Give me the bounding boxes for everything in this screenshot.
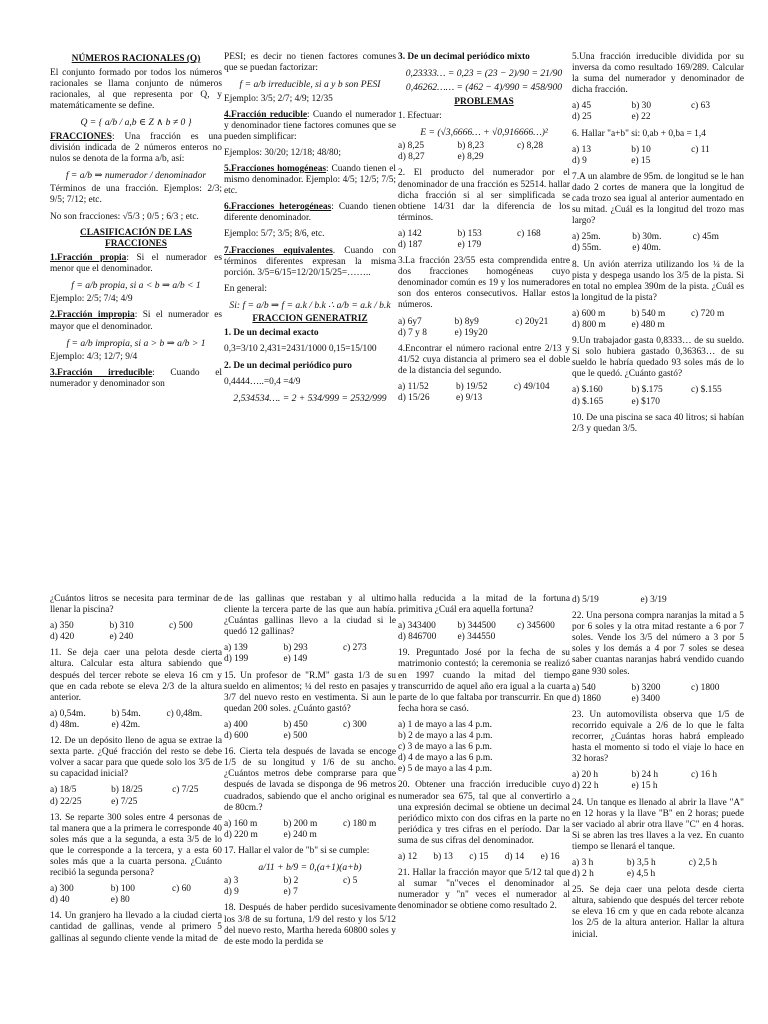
- heterogeneas-heading: 6.Fracciones heterogéneas: [224, 202, 332, 213]
- option: a) 18/5: [50, 785, 77, 796]
- option: d) 22 h: [572, 781, 599, 792]
- option: b) 100: [110, 884, 135, 895]
- option: a) 139: [224, 643, 248, 654]
- heterogeneas-paragraph: [224, 202, 396, 224]
- option: a) 300: [50, 884, 74, 895]
- reducible-paragraph: [224, 110, 396, 143]
- top-column-2: [224, 52, 396, 407]
- bottom-column-1: [50, 594, 222, 950]
- problem-11-text: 11. Se deja caer una pelota desde cierta altura. Calcular esta altura sabiendo que después del tercer rebote se eleva 16 cm y que en cada rebote se eleva 2/3 de la altura anterior.: [50, 648, 222, 703]
- option: a) 11/52: [398, 382, 429, 392]
- option: e) 80: [110, 895, 130, 906]
- problem-6-text: 6. Hallar "a+b" si: 0,ab + 0,ba = 1,4: [572, 128, 706, 139]
- option: a) 1 de mayo a las 4 p.m.: [398, 719, 492, 730]
- option: e) 19y20: [454, 327, 488, 338]
- option: b) 10: [631, 144, 651, 155]
- option: a) 400: [224, 719, 248, 730]
- problem-17-text: 17. Hallar el valor de "b" si se cumple:: [224, 845, 370, 856]
- top-column-3: [398, 52, 570, 409]
- propia-example: Ejemplo: 2/5; 7/4; 4/9: [50, 294, 133, 305]
- problem-5-options: [572, 101, 744, 123]
- option: a) 3 h: [572, 857, 594, 868]
- top-column-4: [572, 52, 744, 440]
- general-label: En general:: [224, 283, 267, 294]
- puro-formula: 2,534534…. = 2 + 534/999 = 2532/999: [233, 392, 387, 404]
- problem-9-text: 9.Un trabajador gasta 0,8333… de su sueldo. Si solo hubiera gastado 0,36363… de su sueldo le habría quedado 93 soles más de lo que le quedó. ¿Cuánto gastó?: [572, 336, 744, 380]
- problem-10-options: [50, 621, 222, 643]
- problem-18-continued: halla reducida a la mitad de la fortuna primitiva ¿Cuál era aquella fortuna?: [398, 594, 570, 616]
- option: c) 7/25: [172, 785, 199, 796]
- option: d) 9: [224, 887, 239, 898]
- problem-22-options: [572, 683, 744, 705]
- option: c) 60: [171, 884, 191, 895]
- problem-11-options: [50, 709, 222, 731]
- option: b) 310: [109, 621, 134, 632]
- option: b) 18/25: [111, 785, 143, 796]
- problem-17-options: [224, 876, 396, 898]
- option: e) 179: [457, 239, 482, 250]
- option: c) 345600: [517, 621, 555, 632]
- impropia-text: : Si el numerador es mayor que el denominador.: [50, 310, 223, 332]
- problem-18-options: [398, 621, 570, 643]
- option: e) 500: [283, 731, 308, 742]
- problem-10-text: 10. De una piscina se saca 40 litros; si habían 2/3 y quedan 3/5.: [572, 412, 744, 434]
- option: a) 3: [224, 876, 239, 887]
- problem-5-text: 5.Una fracción irreducible dividida por su inversa da como resultado 169/289. Calcular la suma del numerador y denominador de dicha fracción.: [572, 52, 744, 96]
- option: e) 15: [631, 155, 651, 166]
- bottom-half: [0, 594, 768, 1024]
- option: d) 40: [50, 895, 70, 906]
- option: b) 8,23: [457, 141, 485, 152]
- option: b) 3200: [631, 682, 661, 693]
- option: c) 500: [169, 621, 193, 632]
- irreducible-text: : Cuando el numerador y denominador son: [50, 368, 222, 390]
- exacto-heading: 1. De un decimal exacto: [224, 328, 319, 339]
- option: a) 540: [572, 682, 596, 693]
- problem-19-options: [398, 720, 570, 775]
- option: c) 63: [691, 101, 711, 112]
- pesi-text: PESI; es decir no tienen factores comunes que se puedan factorizar:: [224, 52, 396, 74]
- mixto-formula-2: 0,46262…… = (462 − 4)/990 = 458/900: [405, 82, 563, 94]
- option: b) 30: [631, 101, 652, 112]
- problem-1-options: [398, 141, 570, 163]
- problem-16-text: 16. Cierta tela después de lavada se encoge 1/5 de su longitud y 1/6 de su ancho. ¿Cuántos metros debe comprarse para que después de lavada se disponga de 96 metros cuadrados, sabiendo que el ancho original es de 80cm.?: [224, 747, 396, 813]
- option: b) 2 de mayo a las 4 p.m.: [398, 731, 493, 742]
- problem-13-options: [50, 884, 222, 906]
- option: d) 25: [572, 112, 592, 123]
- option: d) 187: [398, 239, 423, 250]
- option: d) 8,27: [398, 152, 425, 163]
- option: b) 19/52: [455, 382, 488, 392]
- option: d) 846700: [398, 632, 437, 643]
- option: d) 55m.: [572, 243, 602, 254]
- option: d) 600: [224, 731, 249, 742]
- option: d) 9: [572, 155, 587, 166]
- option: c) 300: [343, 719, 367, 730]
- problem-4-text: 4.Encontrar el número racional entre 2/13 y 41/52 cuya distancia al primero sea el doble de la distancia del segundo.: [398, 343, 570, 376]
- fracciones-text: : Una fracción es una división indicada de 2 números enteros no nulos se denota de la forma a/b, así:: [50, 131, 222, 164]
- propia-text: : Si el numerador es menor que el denominador.: [50, 252, 222, 274]
- irreducible-heading: 3.Fracción irreducible: [50, 368, 153, 379]
- option: d) 15/26: [398, 393, 430, 404]
- option: d) 7 y 8: [398, 327, 427, 338]
- mixto-heading: 3. De un decimal periódico mixto: [398, 52, 530, 62]
- reducible-heading: 4.Fracción reducible: [224, 109, 308, 120]
- problem-23-options: [572, 770, 744, 792]
- problem-3-options: [398, 317, 570, 339]
- generatriz-heading: FRACCION GENERATRIZ: [252, 314, 368, 325]
- option: c) $.155: [691, 385, 722, 396]
- problem-16-options: [224, 819, 396, 841]
- problem-23-text: 23. Un automovilista observa que 1/5 de recorrido equivale a 2/6 de lo que le falta recorrer, ¿Cuántas horas habrá empleado hasta el momento si todo el viaje lo hace en 32 horas?: [572, 709, 744, 765]
- problem-22-text: 22. Una persona compra naranjas la mitad a 5 por 6 soles y la otra mitad restante a 6 por 7 soles. Vende los 3/5 del número a 3 por 5 soles y los demás a 4 por 7 soles se desea saber cuantas naranjas habrá vendido cuando gane 930 soles.: [572, 611, 744, 677]
- option: b) 2: [283, 876, 299, 887]
- option: e) 22: [631, 112, 651, 123]
- mixto-formula-1: 0,23333… = 0,23 = (23 − 2)/90 = 21/90: [405, 68, 563, 80]
- pesi-formula: f = a/b irreducible, si a y b son PESI: [239, 79, 381, 91]
- option: c) 15: [469, 851, 489, 862]
- reducible-example: Ejemplos: 30/20; 12/18; 48/80;: [224, 147, 341, 158]
- option: d) 48m.: [50, 719, 80, 730]
- top-column-1: [50, 52, 222, 395]
- option: a) 12: [398, 851, 418, 862]
- option: a) 20 h: [572, 770, 599, 781]
- problem-3-text: 3.La fracción 23/55 esta comprendida entre dos fracciones homogéneas cuyo denominador común es 19 y los numeradores son dos enteros consecutivos. Hallar estos números.: [398, 256, 570, 311]
- option: b) 54m.: [111, 708, 141, 719]
- bottom-column-4: [572, 594, 744, 946]
- option: d) 4 de mayo a las 6 p.m.: [398, 753, 493, 764]
- option: e) 240 m: [283, 829, 317, 840]
- clasificacion-heading: CLASIFICACIÓN DE LAS FRACCIONES: [79, 227, 192, 249]
- impropia-heading: 2.Fracción impropia: [50, 310, 135, 321]
- section-title-racionales: NÚMEROS RACIONALES (Q): [71, 54, 201, 64]
- general-formula: Si: f = a/b ⇒ f = a.k / b.k ∴ a/b = a.k / b.k: [229, 299, 391, 311]
- option: d) 22/25: [50, 796, 82, 807]
- option: e) 7/25: [111, 796, 138, 807]
- bottom-column-2: [224, 594, 396, 953]
- option: a) 343400: [398, 621, 436, 632]
- option: a) 600 m: [572, 308, 606, 319]
- option: a) 13: [572, 144, 592, 155]
- option: e) 16: [540, 851, 560, 862]
- option: a) $.160: [572, 385, 603, 396]
- option: b) 30m.: [632, 232, 662, 243]
- problem-6-options: [572, 145, 744, 167]
- problem-8-options: [572, 309, 744, 331]
- option: a) 45: [572, 101, 592, 112]
- equivalentes-text: . Cuando con términos diferentes expresan la misma porción. 3/5=6/15=12/20/15/25=……..: [224, 245, 396, 278]
- problem-7-text: 7.A un alambre de 95m. de longitud se le han dado 2 cortes de manera que la longitud de cada trozo sea igual al anterior aumentado en su mitad. ¿Cuál es la longitud del trozo mas largo?: [572, 171, 744, 227]
- option: c) 180 m: [343, 818, 377, 829]
- irreducible-paragraph: [50, 368, 222, 390]
- problem-7-options: [572, 232, 744, 254]
- option: a) 0,54m.: [50, 708, 86, 719]
- option: e) 480 m: [631, 319, 665, 330]
- fracciones-paragraph: [50, 132, 222, 165]
- option: c) 8,28: [517, 141, 544, 152]
- option: d) 199: [224, 654, 249, 665]
- problem-20-options: [398, 852, 570, 863]
- option: d) 800 m: [572, 319, 606, 330]
- option: d) 220 m: [224, 829, 258, 840]
- problem-2-options: [398, 229, 570, 251]
- option: e) 4,5 h: [626, 869, 656, 880]
- option: e) $170: [631, 396, 660, 407]
- problem-4-options: [398, 382, 570, 404]
- option: c) 0,48m.: [166, 708, 203, 719]
- equivalentes-paragraph: [224, 246, 396, 279]
- option: c) 16 h: [691, 770, 718, 781]
- problem-21-options: [572, 595, 744, 606]
- impropia-paragraph: [50, 310, 222, 332]
- option: b) 344500: [457, 621, 496, 632]
- option: a) 25m.: [572, 232, 601, 243]
- option: c) 49/104: [513, 382, 550, 392]
- option: a) 142: [398, 228, 422, 239]
- homogeneas-heading: 5.Fracciones homogéneas: [224, 163, 327, 174]
- option: c) 20y21: [515, 316, 549, 327]
- option: e) 42m.: [111, 719, 141, 730]
- fracciones-heading: FRACCIONES: [50, 131, 112, 142]
- problem-17-formula: a/11 + b/9 = 0,(a+1)(a+b): [258, 861, 362, 873]
- problem-12-text: 12. De un depósito lleno de agua se extrae la sexta parte. ¿Qué fracción del resto se debe volver a sacar para que quede solo los 3/5 de su capacidad inicial?: [50, 736, 222, 780]
- problem-21-text: 21. Hallar la fracción mayor que 5/12 tal que al sumar "n"veces el denominador al numerador y "n" veces el numerador al denominador se obtiene como resultado 2.: [398, 868, 570, 912]
- option: e) 9/13: [455, 393, 483, 404]
- problem-14-text: 14. Un granjero ha llevado a la ciudad cierta cantidad de gallinas, vende al primero 5 gallinas al segundo cliente vende la mitad de: [50, 911, 222, 944]
- option: b) 450: [283, 719, 308, 730]
- exacto-text: 0,3=3/10 2,431=2431/1000 0,15=15/100: [224, 344, 377, 355]
- option: e) 15 h: [631, 781, 658, 792]
- no-son-text: No son fracciones: √5/3 ; 0/5 ; 6/3 ; etc.: [50, 211, 199, 222]
- option: e) 7: [283, 887, 298, 898]
- option: b) 3,5 h: [626, 857, 656, 868]
- bottom-column-3: [398, 594, 570, 917]
- option: e) 40m.: [632, 243, 661, 254]
- option: b) 293: [283, 643, 308, 654]
- problem-1-text: 1. Efectuar:: [398, 110, 442, 121]
- puro-text: 0,4444…..=0,4 =4/9: [224, 376, 301, 387]
- option: b) $.175: [631, 385, 663, 396]
- option: a) 8,25: [398, 141, 425, 152]
- intro-text: El conjunto formado por todos los números racionales se llama conjunto de números racionales, al que representa por Q, y matemáticamente se define.: [50, 68, 222, 112]
- heterogeneas-text: : Cuando tienen diferente denominador.: [224, 202, 396, 224]
- problem-19-text: 19. Preguntado José por la fecha de su matrimonio contestó; la ceremonia se realizó en 1997 cuando la mitad del tiempo transcurrido de aquel año era igual a la cuarta parte de lo que faltaba por transcurrir. En que fecha hora se casó.: [398, 648, 570, 714]
- problem-8-text: 8. Un avión aterriza utilizando los ¼ de la pista y despega usando los 3/5 de la pista. Si en total no emplea 390m de la pista. ¿Cuál es la longitud de la pista?: [572, 259, 744, 303]
- impropia-example: Ejemplo: 4/3; 12/7; 9/4: [50, 351, 138, 362]
- heterogeneas-example: Ejemplo: 5/7; 3/5; 8/6, etc.: [224, 229, 325, 240]
- problem-24-text: 24. Un tanque es llenado al abrir la llave "A" en 12 horas y la llave "B" en 2 horas; puede ser vaciado al abrir otra llave "C" en 4 horas. Si se abren las tres llaves a la vez. En cuanto tiempo se llenará el tanque.: [572, 797, 744, 852]
- option: d) 1860: [572, 693, 601, 704]
- equivalentes-heading: 7.Fracciones equivalentes: [224, 245, 333, 256]
- option: e) 240: [109, 632, 134, 643]
- option: c) 11: [691, 144, 710, 155]
- option: a) 160 m: [224, 818, 258, 829]
- top-half: [0, 52, 768, 512]
- option: d) $.165: [572, 396, 604, 407]
- option: e) 3400: [631, 693, 660, 704]
- option: c) 720 m: [691, 308, 725, 319]
- option: b) 153: [457, 228, 482, 239]
- option: d) 420: [50, 632, 75, 643]
- option: d) 5/19: [572, 595, 599, 605]
- option: c) 2,5 h: [688, 857, 718, 868]
- option: c) 273: [343, 643, 367, 654]
- problemas-heading: PROBLEMAS: [454, 96, 514, 107]
- option: e) 344550: [457, 632, 496, 643]
- option: a) 6y7: [398, 316, 422, 327]
- propia-paragraph: [50, 253, 222, 275]
- homogeneas-paragraph: [224, 164, 396, 197]
- option: d) 2 h: [572, 869, 594, 880]
- option: e) 5 de mayo a las 4 p.m.: [398, 764, 492, 775]
- option: e) 8,29: [457, 152, 484, 163]
- problem-14-continued: de las gallinas que restaban y al ultimo cliente la tercera parte de las que aun había. ¿Cuántas gallinas llevo a la ciudad si le quedó 12 gallinas?: [224, 594, 396, 638]
- problem-9-options: [572, 385, 744, 407]
- problem-10-continued: ¿Cuántos litros se necesita para terminar de llenar la piscina?: [50, 594, 222, 616]
- problem-13-text: 13. Se reparte 300 soles entre 4 personas de tal manera que a la primera le corresponde 40 soles más que a la segunda, a esta 3/5 de lo que le corresponde a la tercera, y a esta 60 soles más que a la cuarta persona. ¿Cuánto recibió la segunda persona?: [50, 812, 222, 879]
- option: b) 24 h: [631, 770, 659, 781]
- fraction-formula: f = a/b ⇒ numerador / denominador: [65, 170, 207, 182]
- problem-15-text: 15. Un profesor de "R.M" gasta 1/3 de su sueldo en alimentos; ¼ del resto en pasajes y 3/7 del nuevo resto en vestimenta. Si aun le quedan 200 soles. ¿Cuánto gastó?: [224, 670, 396, 714]
- option: e) 3/19: [640, 595, 667, 605]
- option: c) 45m: [692, 232, 719, 243]
- problem-2-text: 2. El producto del numerador por el denominador de una fracción es 52514. hallar dicha fracción si al ser simplificada se obtiene 14/31 dar la diferencia de los términos.: [398, 168, 570, 223]
- option: b) 200 m: [283, 818, 318, 829]
- option: c) 5: [343, 876, 358, 887]
- option: e) 149: [283, 654, 308, 665]
- impropia-formula: f = a/b impropia, si a > b ⇒ a/b > 1: [66, 337, 206, 349]
- option: d) 14: [504, 851, 525, 862]
- option: a) 350: [50, 621, 74, 632]
- problem-15-options: [224, 720, 396, 742]
- pesi-example: Ejemplo: 3/5; 2/7; 4/9; 12/35: [224, 93, 333, 104]
- definition-formula: Q = { a/b / a,b ∈ Z ∧ b ≠ 0 }: [80, 117, 192, 129]
- problem-1-formula: E = (√3,6666… + √0,916666…)²: [420, 126, 548, 138]
- problem-20-text: 20. Obtener una fracción irreducible cuyo numerador sea 675, tal que al convertirlo a una expresión decimal se obtiene un decimal periódico mixto con dos cifras en la parte no periódica y tres cifras en el período. Dar la suma de sus cifras del denominador.: [398, 780, 570, 846]
- option: b) 540 m: [631, 308, 666, 319]
- problem-18-text: 18. Después de haber perdido sucesivamente los 3/8 de su fortuna, 1/9 del resto y los 5/12 del nuevo resto, Martha hereda 60800 soles y de este modo la perdida se: [224, 903, 396, 947]
- homogeneas-text: : Cuando tienen el mismo denominador. Ejemplo: 4/5; 12/5; 7/5; etc.: [224, 163, 396, 197]
- puro-heading: 2. De un decimal periódico puro: [224, 360, 352, 371]
- option: b) 13: [433, 851, 453, 862]
- propia-heading: 1.Fracción propia: [50, 252, 127, 263]
- reducible-text: : Cuando el numerador y denominador tiene factores comunes que se pueden simplificar:: [224, 109, 396, 142]
- propia-formula: f = a/b propia, si a < b ⇒ a/b < 1: [71, 280, 201, 292]
- option: c) 168: [517, 228, 541, 239]
- problem-25-text: 25. Se deja caer una pelota desde cierta altura, sabiendo que después del tercer rebote se eleva 16 cm y que en cada rebote alcanza los 2/5 de la altura anterior. Hallar la altura inicial.: [572, 885, 744, 940]
- option: c) 3 de mayo a las 6 p.m.: [398, 742, 492, 753]
- problem-12-options: [50, 785, 222, 807]
- problem-14-options: [224, 643, 396, 665]
- problem-24-options: [572, 858, 744, 880]
- terminos-text: Términos de una fracción. Ejemplos: 2/3; 9/5; 7/12; etc.: [50, 184, 222, 206]
- option: b) 8y9: [454, 316, 479, 327]
- option: c) 1800: [691, 682, 720, 693]
